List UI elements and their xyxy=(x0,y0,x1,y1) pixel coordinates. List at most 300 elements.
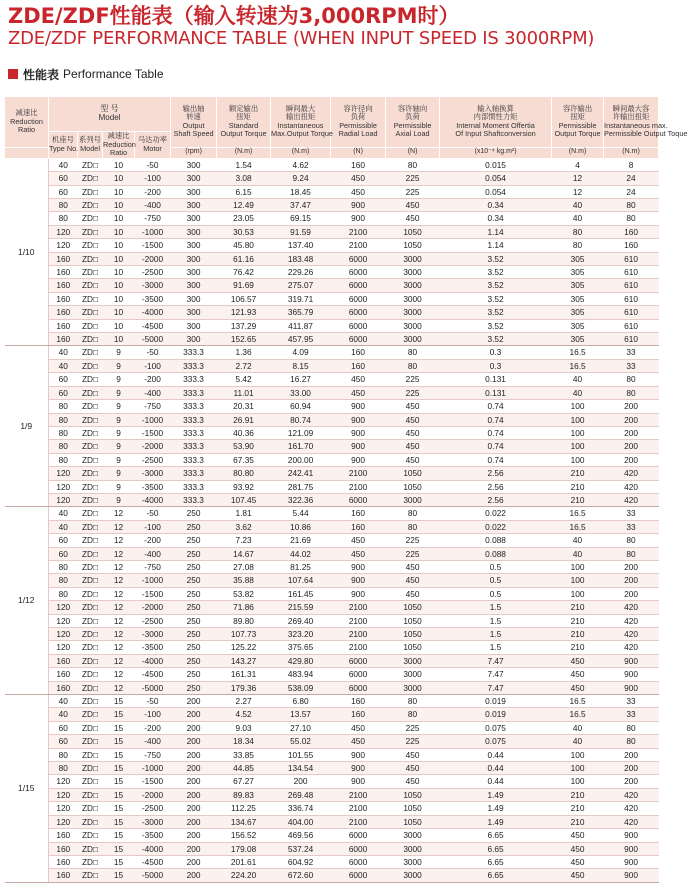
cell-reduction: 10 xyxy=(103,266,135,279)
table-body xyxy=(5,158,659,882)
table-row xyxy=(5,252,659,265)
cell-type-no: 120 xyxy=(49,628,78,641)
cell-speed: 200 xyxy=(171,855,217,868)
table-row xyxy=(5,507,659,520)
cell-axial-load: 225 xyxy=(386,534,440,547)
cell-series: ZD□ xyxy=(78,695,103,708)
cell-max-torque: 161.45 xyxy=(271,587,331,600)
cell-permissible-torque: 100 xyxy=(552,426,604,439)
cell-inertia: 1.5 xyxy=(440,641,552,654)
cell-axial-load: 1050 xyxy=(386,467,440,480)
cell-max-torque: 200.00 xyxy=(271,453,331,466)
cell-speed: 200 xyxy=(171,708,217,721)
cell-max-torque: 80.74 xyxy=(271,413,331,426)
cell-inertia: 0.44 xyxy=(440,775,552,788)
cell-radial-load: 450 xyxy=(331,735,386,748)
cell-torque: 71.86 xyxy=(217,601,271,614)
cell-speed: 300 xyxy=(171,158,217,171)
cell-inertia: 3.52 xyxy=(440,252,552,265)
cell-inertia: 0.022 xyxy=(440,507,552,520)
unit-speed: (rpm) xyxy=(171,147,217,158)
cell-reduction: 12 xyxy=(103,668,135,681)
cell-speed: 200 xyxy=(171,735,217,748)
cell-radial-load: 6000 xyxy=(331,668,386,681)
cell-radial-load: 2100 xyxy=(331,614,386,627)
cell-reduction: 9 xyxy=(103,400,135,413)
cell-speed: 333.3 xyxy=(171,453,217,466)
cell-motor: -50 xyxy=(135,507,171,520)
cell-inertia: 0.74 xyxy=(440,426,552,439)
table-row xyxy=(5,225,659,238)
cell-type-no: 80 xyxy=(49,413,78,426)
cell-permissible-torque: 305 xyxy=(552,333,604,346)
cell-permissible-max: 80 xyxy=(604,534,659,547)
table-row xyxy=(5,762,659,775)
cell-reduction: 12 xyxy=(103,547,135,560)
cell-type-no: 120 xyxy=(49,467,78,480)
cell-permissible-torque: 100 xyxy=(552,748,604,761)
cell-inertia: 0.5 xyxy=(440,574,552,587)
cell-torque: 33.85 xyxy=(217,748,271,761)
cell-reduction: 9 xyxy=(103,453,135,466)
cell-series: ZD□ xyxy=(78,359,103,372)
cell-motor: -4000 xyxy=(135,493,171,506)
cell-permissible-max: 8 xyxy=(604,158,659,171)
cell-radial-load: 2100 xyxy=(331,480,386,493)
cell-reduction: 10 xyxy=(103,185,135,198)
cell-permissible-torque: 100 xyxy=(552,413,604,426)
cell-motor: -50 xyxy=(135,346,171,359)
cell-radial-load: 6000 xyxy=(331,306,386,319)
cell-max-torque: 6.80 xyxy=(271,695,331,708)
cell-motor: -200 xyxy=(135,721,171,734)
cell-inertia: 6.65 xyxy=(440,855,552,868)
cell-torque: 3.62 xyxy=(217,520,271,533)
cell-max-torque: 5.44 xyxy=(271,507,331,520)
header-max-torque: 瞬间最大 输出扭矩 Instantaneous Max.Output Torque xyxy=(271,97,331,148)
table-row xyxy=(5,306,659,319)
cell-type-no: 120 xyxy=(49,641,78,654)
cell-radial-load: 6000 xyxy=(331,842,386,855)
table-row xyxy=(5,829,659,842)
table-row xyxy=(5,788,659,801)
cell-axial-load: 450 xyxy=(386,453,440,466)
cell-max-torque: 21.69 xyxy=(271,534,331,547)
cell-radial-load: 6000 xyxy=(331,493,386,506)
cell-speed: 250 xyxy=(171,681,217,694)
cell-type-no: 120 xyxy=(49,601,78,614)
cell-speed: 250 xyxy=(171,547,217,560)
cell-reduction: 9 xyxy=(103,359,135,372)
cell-permissible-max: 200 xyxy=(604,775,659,788)
cell-motor: -1000 xyxy=(135,413,171,426)
cell-max-torque: 18.45 xyxy=(271,185,331,198)
cell-speed: 333.3 xyxy=(171,440,217,453)
cell-radial-load: 900 xyxy=(331,762,386,775)
cell-permissible-torque: 40 xyxy=(552,735,604,748)
cell-max-torque: 242.41 xyxy=(271,467,331,480)
table-row xyxy=(5,386,659,399)
cell-permissible-max: 900 xyxy=(604,829,659,842)
cell-inertia: 1.5 xyxy=(440,628,552,641)
table-row xyxy=(5,614,659,627)
cell-max-torque: 457.95 xyxy=(271,333,331,346)
cell-max-torque: 404.00 xyxy=(271,815,331,828)
cell-permissible-max: 24 xyxy=(604,185,659,198)
cell-axial-load: 3000 xyxy=(386,668,440,681)
cell-type-no: 160 xyxy=(49,654,78,667)
cell-radial-load: 160 xyxy=(331,695,386,708)
cell-torque: 121.93 xyxy=(217,306,271,319)
cell-torque: 4.52 xyxy=(217,708,271,721)
cell-torque: 1.81 xyxy=(217,507,271,520)
cell-permissible-torque: 305 xyxy=(552,279,604,292)
cell-speed: 333.3 xyxy=(171,467,217,480)
cell-radial-load: 450 xyxy=(331,185,386,198)
cell-motor: -400 xyxy=(135,199,171,212)
cell-motor: -100 xyxy=(135,172,171,185)
cell-torque: 201.61 xyxy=(217,855,271,868)
cell-inertia: 0.74 xyxy=(440,440,552,453)
cell-series: ZD□ xyxy=(78,413,103,426)
cell-speed: 250 xyxy=(171,534,217,547)
cell-series: ZD□ xyxy=(78,681,103,694)
cell-max-torque: 323.20 xyxy=(271,628,331,641)
cell-inertia: 6.65 xyxy=(440,842,552,855)
cell-permissible-torque: 40 xyxy=(552,373,604,386)
cell-permissible-max: 420 xyxy=(604,493,659,506)
cell-max-torque: 411.87 xyxy=(271,319,331,332)
cell-motor: -3500 xyxy=(135,829,171,842)
cell-series: ZD□ xyxy=(78,212,103,225)
cell-series: ZD□ xyxy=(78,668,103,681)
cell-permissible-max: 420 xyxy=(604,480,659,493)
cell-series: ZD□ xyxy=(78,788,103,801)
header-reduction: 减速比 Reduction Ratio xyxy=(103,131,136,158)
cell-permissible-max: 33 xyxy=(604,359,659,372)
table-row xyxy=(5,601,659,614)
table-row xyxy=(5,373,659,386)
cell-permissible-max: 900 xyxy=(604,681,659,694)
cell-speed: 200 xyxy=(171,695,217,708)
table-row xyxy=(5,440,659,453)
cell-inertia: 3.52 xyxy=(440,306,552,319)
cell-speed: 333.3 xyxy=(171,359,217,372)
cell-max-torque: 365.79 xyxy=(271,306,331,319)
cell-series: ZD□ xyxy=(78,386,103,399)
cell-axial-load: 1050 xyxy=(386,788,440,801)
cell-type-no: 60 xyxy=(49,373,78,386)
cell-torque: 80.80 xyxy=(217,467,271,480)
cell-torque: 89.80 xyxy=(217,614,271,627)
cell-speed: 333.3 xyxy=(171,346,217,359)
cell-speed: 300 xyxy=(171,333,217,346)
cell-motor: -100 xyxy=(135,359,171,372)
cell-type-no: 160 xyxy=(49,306,78,319)
table-row xyxy=(5,574,659,587)
cell-type-no: 120 xyxy=(49,788,78,801)
cell-torque: 44.85 xyxy=(217,762,271,775)
table-row xyxy=(5,199,659,212)
table-row xyxy=(5,212,659,225)
cell-max-torque: 229.26 xyxy=(271,266,331,279)
unit-axial: (N) xyxy=(386,147,440,158)
unit-max-torque: (N.m) xyxy=(271,147,331,158)
cell-permissible-max: 200 xyxy=(604,762,659,775)
cell-motor: -5000 xyxy=(135,869,171,882)
cell-series: ZD□ xyxy=(78,373,103,386)
cell-torque: 67.27 xyxy=(217,775,271,788)
cell-max-torque: 37.47 xyxy=(271,199,331,212)
cell-torque: 30.53 xyxy=(217,225,271,238)
cell-axial-load: 3000 xyxy=(386,279,440,292)
table-row xyxy=(5,158,659,171)
cell-max-torque: 16.27 xyxy=(271,373,331,386)
cell-max-torque: 10.86 xyxy=(271,520,331,533)
cell-permissible-max: 610 xyxy=(604,306,659,319)
cell-permissible-torque: 210 xyxy=(552,480,604,493)
cell-radial-load: 6000 xyxy=(331,654,386,667)
header-permissible-max-torque: 瞬间最大容 许输出扭矩 Instantaneous max. Permissible Output Toque xyxy=(604,97,659,148)
cell-motor: -1000 xyxy=(135,225,171,238)
cell-inertia: 0.74 xyxy=(440,453,552,466)
cell-axial-load: 225 xyxy=(386,735,440,748)
cell-speed: 300 xyxy=(171,306,217,319)
cell-reduction: 10 xyxy=(103,306,135,319)
cell-permissible-torque: 16.5 xyxy=(552,520,604,533)
cell-series: ZD□ xyxy=(78,628,103,641)
cell-type-no: 80 xyxy=(49,748,78,761)
table-row xyxy=(5,869,659,882)
cell-axial-load: 450 xyxy=(386,775,440,788)
cell-motor: -4500 xyxy=(135,855,171,868)
cell-permissible-max: 200 xyxy=(604,453,659,466)
cell-permissible-torque: 305 xyxy=(552,292,604,305)
cell-speed: 250 xyxy=(171,628,217,641)
table-row xyxy=(5,453,659,466)
cell-motor: -4000 xyxy=(135,842,171,855)
table-row xyxy=(5,426,659,439)
cell-motor: -1500 xyxy=(135,239,171,252)
cell-series: ZD□ xyxy=(78,333,103,346)
cell-max-torque: 8.15 xyxy=(271,359,331,372)
cell-reduction: 10 xyxy=(103,158,135,171)
cell-radial-load: 2100 xyxy=(331,225,386,238)
cell-torque: 1.54 xyxy=(217,158,271,171)
cell-radial-load: 900 xyxy=(331,453,386,466)
cell-series: ZD□ xyxy=(78,869,103,882)
cell-permissible-torque: 16.5 xyxy=(552,507,604,520)
cell-torque: 161.31 xyxy=(217,668,271,681)
table-row xyxy=(5,654,659,667)
cell-permissible-torque: 450 xyxy=(552,668,604,681)
cell-max-torque: 604.92 xyxy=(271,855,331,868)
cell-permissible-max: 160 xyxy=(604,239,659,252)
cell-max-torque: 101.55 xyxy=(271,748,331,761)
cell-speed: 250 xyxy=(171,507,217,520)
cell-series: ZD□ xyxy=(78,534,103,547)
cell-permissible-max: 900 xyxy=(604,869,659,882)
cell-radial-load: 2100 xyxy=(331,239,386,252)
cell-axial-load: 80 xyxy=(386,695,440,708)
cell-motor: -2000 xyxy=(135,788,171,801)
cell-inertia: 1.14 xyxy=(440,239,552,252)
cell-permissible-torque: 40 xyxy=(552,386,604,399)
cell-max-torque: 13.57 xyxy=(271,708,331,721)
cell-axial-load: 450 xyxy=(386,212,440,225)
cell-max-torque: 375.65 xyxy=(271,641,331,654)
cell-type-no: 40 xyxy=(49,158,78,171)
cell-torque: 224.20 xyxy=(217,869,271,882)
cell-max-torque: 60.94 xyxy=(271,400,331,413)
cell-axial-load: 3000 xyxy=(386,333,440,346)
cell-reduction: 15 xyxy=(103,735,135,748)
cell-type-no: 160 xyxy=(49,855,78,868)
cell-type-no: 80 xyxy=(49,574,78,587)
cell-permissible-max: 33 xyxy=(604,507,659,520)
cell-inertia: 0.131 xyxy=(440,373,552,386)
cell-permissible-max: 24 xyxy=(604,172,659,185)
cell-motor: -3500 xyxy=(135,480,171,493)
cell-type-no: 160 xyxy=(49,279,78,292)
cell-inertia: 1.49 xyxy=(440,815,552,828)
cell-max-torque: 91.59 xyxy=(271,225,331,238)
red-square-icon xyxy=(8,69,18,79)
cell-axial-load: 1050 xyxy=(386,641,440,654)
cell-type-no: 80 xyxy=(49,212,78,225)
cell-permissible-max: 200 xyxy=(604,426,659,439)
cell-axial-load: 3000 xyxy=(386,493,440,506)
table-row xyxy=(5,708,659,721)
cell-series: ZD□ xyxy=(78,252,103,265)
cell-max-torque: 269.40 xyxy=(271,614,331,627)
cell-axial-load: 3000 xyxy=(386,654,440,667)
cell-axial-load: 1050 xyxy=(386,225,440,238)
cell-speed: 250 xyxy=(171,654,217,667)
cell-radial-load: 160 xyxy=(331,507,386,520)
cell-torque: 107.73 xyxy=(217,628,271,641)
cell-type-no: 80 xyxy=(49,453,78,466)
cell-speed: 250 xyxy=(171,668,217,681)
cell-motor: -5000 xyxy=(135,681,171,694)
cell-series: ZD□ xyxy=(78,279,103,292)
cell-inertia: 0.015 xyxy=(440,158,552,171)
cell-max-torque: 134.54 xyxy=(271,762,331,775)
cell-radial-load: 900 xyxy=(331,775,386,788)
cell-speed: 300 xyxy=(171,225,217,238)
cell-inertia: 7.47 xyxy=(440,681,552,694)
table-row xyxy=(5,319,659,332)
cell-series: ZD□ xyxy=(78,842,103,855)
cell-inertia: 0.075 xyxy=(440,721,552,734)
cell-permissible-torque: 80 xyxy=(552,225,604,238)
cell-type-no: 120 xyxy=(49,815,78,828)
cell-type-no: 80 xyxy=(49,426,78,439)
cell-inertia: 6.65 xyxy=(440,869,552,882)
cell-permissible-torque: 450 xyxy=(552,654,604,667)
cell-speed: 333.3 xyxy=(171,426,217,439)
cell-inertia: 0.74 xyxy=(440,413,552,426)
cell-inertia: 0.019 xyxy=(440,695,552,708)
table-row xyxy=(5,815,659,828)
table-row xyxy=(5,520,659,533)
cell-reduction: 10 xyxy=(103,172,135,185)
cell-radial-load: 2100 xyxy=(331,641,386,654)
cell-motor: -2000 xyxy=(135,252,171,265)
cell-speed: 200 xyxy=(171,869,217,882)
cell-torque: 9.03 xyxy=(217,721,271,734)
cell-reduction: 15 xyxy=(103,762,135,775)
cell-type-no: 60 xyxy=(49,735,78,748)
cell-axial-load: 80 xyxy=(386,507,440,520)
cell-reduction: 15 xyxy=(103,775,135,788)
cell-series: ZD□ xyxy=(78,721,103,734)
cell-motor: -1000 xyxy=(135,762,171,775)
cell-axial-load: 80 xyxy=(386,520,440,533)
cell-inertia: 0.075 xyxy=(440,735,552,748)
cell-speed: 300 xyxy=(171,212,217,225)
cell-axial-load: 225 xyxy=(386,172,440,185)
cell-torque: 137.29 xyxy=(217,319,271,332)
cell-permissible-max: 80 xyxy=(604,199,659,212)
cell-type-no: 60 xyxy=(49,534,78,547)
cell-permissible-max: 420 xyxy=(604,815,659,828)
cell-permissible-torque: 4 xyxy=(552,158,604,171)
cell-speed: 200 xyxy=(171,762,217,775)
cell-permissible-max: 33 xyxy=(604,695,659,708)
cell-inertia: 1.5 xyxy=(440,601,552,614)
cell-axial-load: 450 xyxy=(386,426,440,439)
cell-radial-load: 160 xyxy=(331,359,386,372)
cell-series: ZD□ xyxy=(78,601,103,614)
cell-permissible-max: 200 xyxy=(604,440,659,453)
cell-torque: 107.45 xyxy=(217,493,271,506)
cell-permissible-torque: 305 xyxy=(552,306,604,319)
cell-permissible-torque: 40 xyxy=(552,721,604,734)
cell-inertia: 0.3 xyxy=(440,346,552,359)
cell-permissible-torque: 450 xyxy=(552,842,604,855)
cell-type-no: 80 xyxy=(49,560,78,573)
cell-reduction: 10 xyxy=(103,292,135,305)
cell-radial-load: 900 xyxy=(331,426,386,439)
cell-axial-load: 450 xyxy=(386,587,440,600)
cell-permissible-max: 610 xyxy=(604,279,659,292)
cell-reduction: 15 xyxy=(103,802,135,815)
cell-max-torque: 121.09 xyxy=(271,426,331,439)
cell-series: ZD□ xyxy=(78,829,103,842)
cell-inertia: 1.14 xyxy=(440,225,552,238)
table-row xyxy=(5,239,659,252)
cell-type-no: 120 xyxy=(49,493,78,506)
cell-permissible-max: 420 xyxy=(604,614,659,627)
cell-max-torque: 538.09 xyxy=(271,681,331,694)
cell-speed: 300 xyxy=(171,319,217,332)
cell-type-no: 60 xyxy=(49,172,78,185)
cell-motor: -4000 xyxy=(135,654,171,667)
cell-speed: 333.3 xyxy=(171,493,217,506)
cell-speed: 200 xyxy=(171,815,217,828)
cell-speed: 250 xyxy=(171,520,217,533)
cell-radial-load: 450 xyxy=(331,721,386,734)
table-row xyxy=(5,641,659,654)
cell-inertia: 7.47 xyxy=(440,654,552,667)
cell-radial-load: 2100 xyxy=(331,815,386,828)
section-title-en: Performance Table xyxy=(63,67,164,81)
cell-reduction: 15 xyxy=(103,815,135,828)
cell-permissible-max: 900 xyxy=(604,855,659,868)
cell-motor: -100 xyxy=(135,708,171,721)
table-row xyxy=(5,493,659,506)
